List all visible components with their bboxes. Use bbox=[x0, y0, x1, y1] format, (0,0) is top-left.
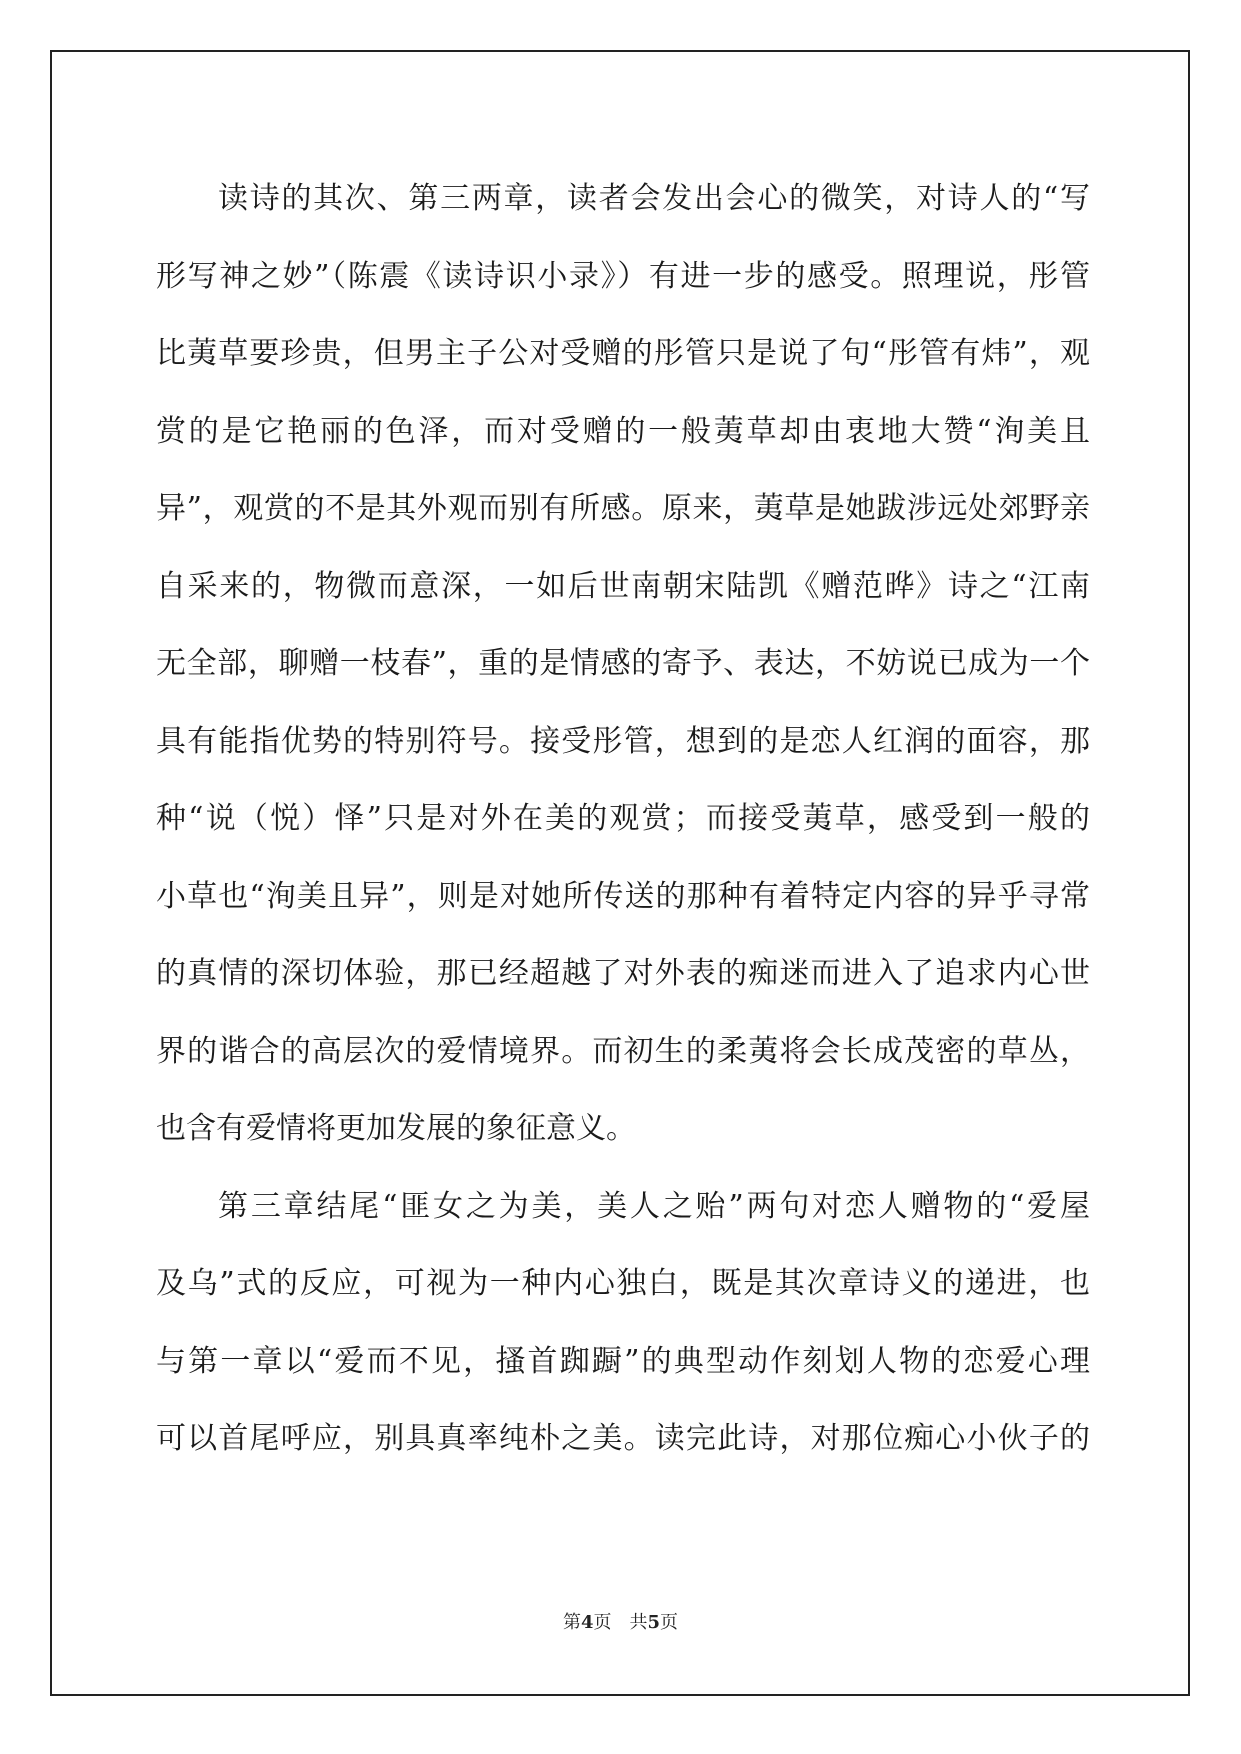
paragraph bbox=[156, 160, 1090, 1168]
text-line: 比荑草要珍贵，但男主子公对受赠的彤管只是说了句“彤管有炜”，观 bbox=[156, 336, 1090, 371]
total-suffix: 页 bbox=[660, 1612, 679, 1633]
text-line: 第三章结尾“匪女之为美，美人之贻”两句对恋人赠物的“爱屋 bbox=[218, 1188, 1090, 1224]
page-prefix: 第 bbox=[562, 1612, 581, 1633]
text-line: 异”，观赏的不是其外观而别有所感。原来，荑草是她跋涉远处郊野亲 bbox=[156, 491, 1090, 526]
paragraph bbox=[156, 1168, 1090, 1478]
text-line: 与第一章以“爱而不见，搔首踟蹰”的典型动作刻划人物的恋爱心理 bbox=[156, 1343, 1090, 1379]
text-line: 的真情的深切体验，那已经超越了对外表的痴迷而进入了追求内心世 bbox=[156, 956, 1090, 991]
total-pages: 5 bbox=[647, 1612, 661, 1633]
text-line: 也含有爱情将更加发展的象征意义。 bbox=[156, 1111, 636, 1146]
text-line: 无全部，聊赠一枝春”，重的是情感的寄予、表达，不妨说已成为一个 bbox=[156, 646, 1090, 681]
text-line: 赏的是它艳丽的色泽，而对受赠的一般荑草却由衷地大赞“洵美且 bbox=[156, 413, 1090, 449]
page-footer bbox=[0, 1611, 1241, 1635]
text-line: 具有能指优势的特别符号。接受彤管，想到的是恋人红润的面容，那 bbox=[156, 723, 1090, 759]
page-suffix: 页 bbox=[593, 1612, 612, 1633]
text-line: 小草也“洵美且异”，则是对她所传送的那种有着特定内容的异乎寻常 bbox=[156, 878, 1090, 914]
text-line: 种“说（悦）怿”只是对外在美的观赏；而接受荑草，感受到一般的 bbox=[156, 801, 1090, 836]
text-line: 可以首尾呼应，别具真率纯朴之美。读完此诗，对那位痴心小伙子的 bbox=[156, 1421, 1090, 1456]
page-number bbox=[563, 1612, 612, 1633]
total-prefix: 共 bbox=[629, 1612, 648, 1633]
text-line: 界的谐合的高层次的爱情境界。而初生的柔荑将会长成茂密的草丛， bbox=[156, 1033, 1090, 1069]
document-body bbox=[156, 160, 1090, 1478]
current-page: 4 bbox=[580, 1612, 594, 1633]
text-line: 及乌”式的反应，可视为一种内心独白，既是其次章诗义的递进，也 bbox=[156, 1266, 1090, 1301]
page-total bbox=[630, 1612, 679, 1633]
text-line: 读诗的其次、第三两章，读者会发出会心的微笑，对诗人的“写 bbox=[218, 181, 1090, 216]
text-line: 形写神之妙”（陈震《读诗识小录》）有进一步的感受。照理说，彤管 bbox=[156, 258, 1090, 294]
text-line: 自采来的，物微而意深，一如后世南朝宋陆凯《赠范晔》诗之“江南 bbox=[156, 568, 1090, 604]
